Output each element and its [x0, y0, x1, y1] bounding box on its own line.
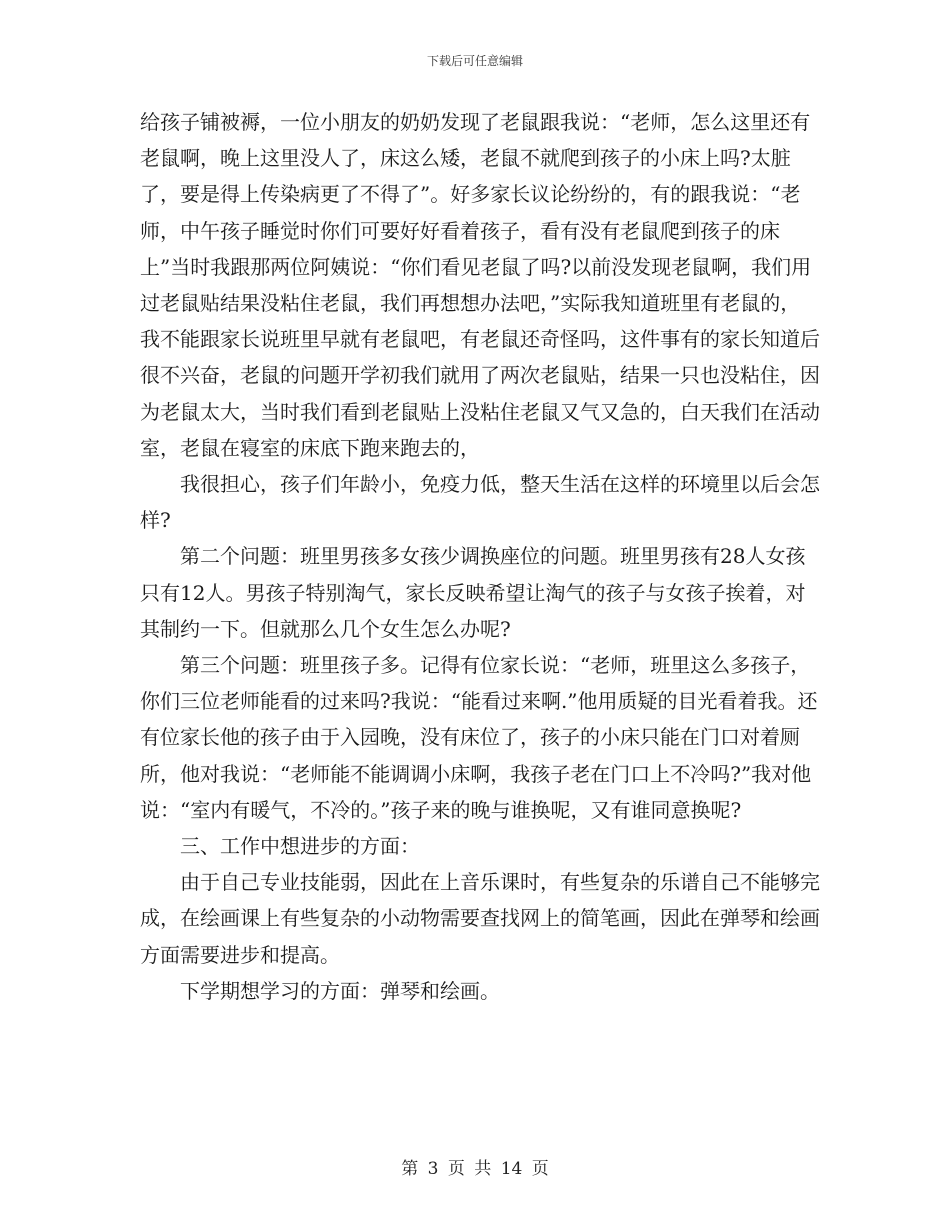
section-heading-improvement: 三、工作中想进步的方面： [180, 834, 420, 859]
paragraph-problem-three: 第三个问题：班里孩子多。记得有位家长说：“老师，班里这么多孩子，你们三位老师能看的过来吗?我说：“能看过来啊.”他用质疑的目光看着我。还有位家长他的孩子由于入园晚，没有床位了，孩子的小床只能在门口对着厕所，他对我说：“老师能不能调调小床啊，我孩子老在门口上不冷吗?”我对他说：“室内有暖气，不冷的。”孩子来的晚与谁换呢，又有谁同意换呢? [140, 653, 818, 822]
paragraph-problem-two: 第二个问题：班里男孩多女孩少调换座位的问题。班里男孩有28人女孩只有12人。男孩子特别淘气，家长反映希望让淘气的孩子与女孩子挨着，对其制约一下。但就那么几个女生怎么办呢? [140, 544, 806, 641]
page-header-note: 下载后可任意编辑 [426, 54, 523, 68]
paragraph-skills: 由于自己专业技能弱，因此在上音乐课时，有些复杂的乐谱自己不能够完成，在绘画课上有些复杂的小动物需要查找网上的简笔画，因此在弹琴和绘画方面需要进步和提高。 [140, 870, 820, 967]
paragraph-rats-complaint: 给孩子铺被褥，一位小朋友的奶奶发现了老鼠跟我说：“老师，怎么这里还有老鼠啊，晚上这里没人了，床这么矮，老鼠不就爬到孩子的小床上吗?太脏了，要是得上传染病更了不得了”。好多家长议论纷纷的，有的跟我说：“老师，中午孩子睡觉时你们可要好好看着孩子，看有没有老鼠爬到孩子的床上”当时我跟那两位阿姨说：“你们看见老鼠了吗?以前没发现老鼠啊，我们用过老鼠贴结果没粘住老鼠，我们再想想办法吧，”实际我知道班里有老鼠的，我不能跟家长说班里早就有老鼠吧，有老鼠还奇怪吗，这件事有的家长知道后很不兴奋，老鼠的问题开学初我们就用了两次老鼠贴，结果一只也没粘住，因为老鼠太大，当时我们看到老鼠贴上没粘住老鼠又气又急的，白天我们在活动室，老鼠在寝室的床底下跑来跑去的， [140, 110, 820, 460]
page-number-footer: 第 3 页 共 14 页 [401, 1159, 549, 1179]
document-body [140, 104, 820, 1009]
paragraph-next-term: 下学期想学习的方面：弹琴和绘画。 [180, 978, 500, 1003]
paragraph-worry: 我很担心，孩子们年龄小，免疫力低，整天生活在这样的环境里以后会怎样? [140, 472, 820, 533]
